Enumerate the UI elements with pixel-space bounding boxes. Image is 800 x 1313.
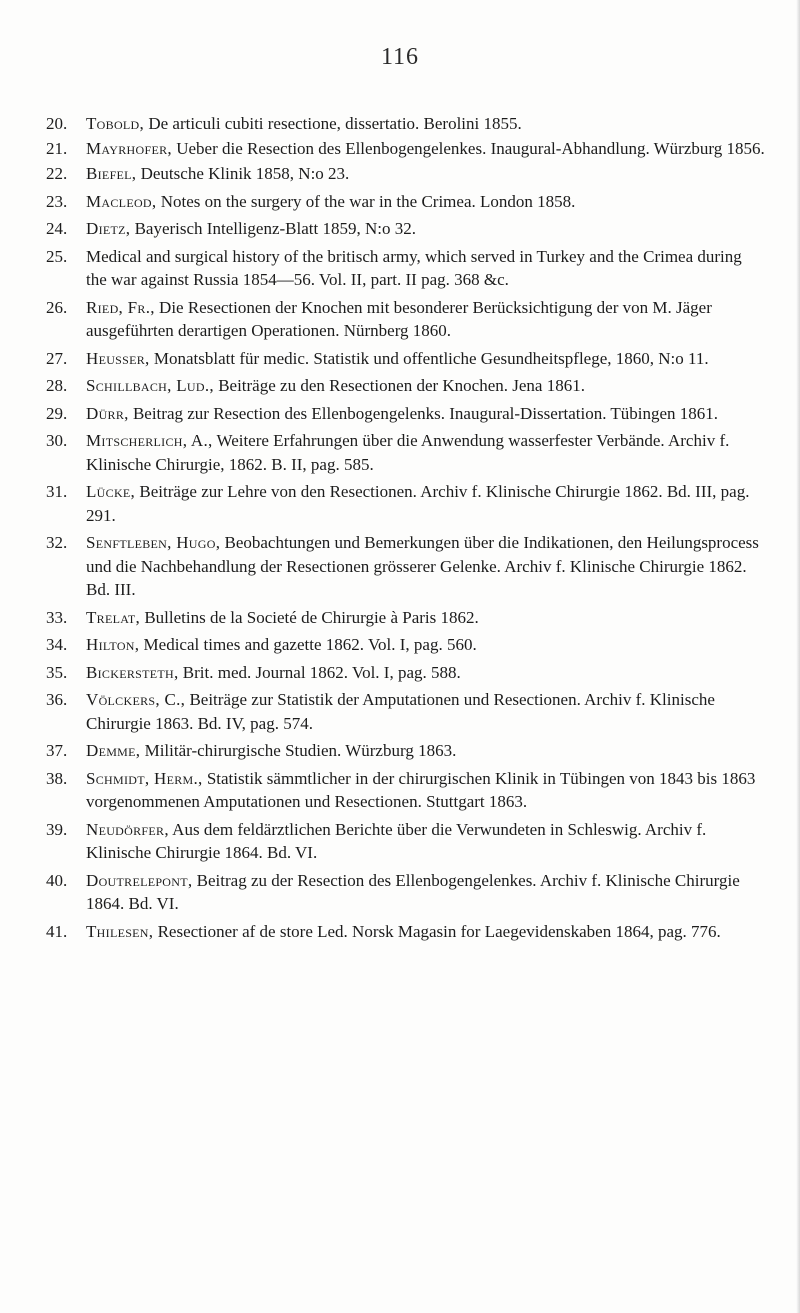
reference-author: Bickersteth, [86,662,179,682]
reference-author: Heusser, [86,348,150,368]
reference-text: Medical and surgical history of the britisch army, which served in Turkey and the Crimea during the war against Russia 1854—56. Vol. II, part. II pag. 368 &c. [86,246,742,289]
reference-number: 38. [46,768,68,788]
reference-number: 36. [46,690,68,709]
reference-entry [46,245,766,292]
reference-number: 25. [46,246,68,266]
reference-text: Beitrag zur Resection des Ellenbogengelenks. Inaugural-Dissertation. Tübingen 1861. [128,403,719,423]
reference-number: 39. [46,819,68,839]
reference-author: Lücke, [86,482,136,501]
reference-number: 26. [46,297,68,317]
reference-number: 23. [46,191,68,211]
reference-author: Biefel, [86,164,137,183]
reference-number: 22. [46,164,68,183]
reference-text: Notes on the surgery of the war in the Crimea. London 1858. [156,191,576,211]
reference-text: Ueber die Resection des Ellenbogengelenkes. Inaugural-Abhandlung. Würzburg 1856. [171,139,765,158]
reference-author: Thilesen, [86,921,154,941]
reference-author: Schmidt, Herm., [86,768,203,788]
reference-author: Mitscherlich, A., [86,431,213,450]
reference-author: Macleod, [86,191,157,211]
reference-number: 40. [46,870,68,890]
reference-entry [46,818,766,865]
reference-entry [46,688,766,735]
reference-number: 30. [46,431,68,450]
reference-author: Dürr, [86,403,129,423]
reference-number: 37. [46,741,68,760]
reference-number: 32. [46,533,68,552]
reference-author: Mayrhofer, [86,139,172,158]
reference-author: Tobold, [86,114,145,133]
reference-text: Beitrag zu der Resection des Ellenbogengelenkes. Archiv f. Klinische Chirurgie 1864. Bd. VI. [86,870,740,913]
reference-entry [46,920,766,944]
reference-text: Deutsche Klinik 1858, N:o 23. [136,164,350,183]
reference-text: Medical times and gazette 1862. Vol. I, pag. 560. [139,635,477,654]
reference-text: Bayerisch Intelligenz-Blatt 1859, N:o 32. [130,219,416,238]
reference-entry [46,347,766,371]
reference-text: Statistik sämmtlicher in der chirurgischen Klinik in Tübingen von 1843 bis 1863 vorgenommenen Amputationen und Resectionen. Stuttgart 1863. [86,768,756,811]
reference-entry [46,374,766,398]
reference-entry [46,661,766,685]
reference-text: Die Resectionen der Knochen mit besonderer Berücksichtigung der von M. Jäger ausgeführten derartigen Operationen. Nürnberg 1860. [86,297,712,340]
reference-text: De articuli cubiti resectione, dissertatio. Berolini 1855. [144,114,522,133]
reference-entry [46,606,766,630]
reference-entry [46,633,766,657]
reference-text: Weitere Erfahrungen über die Anwendung wasserfester Verbände. Archiv f. Klinische Chirurgie, 1862. B. II, pag. 585. [86,431,730,474]
reference-entry [46,112,766,136]
reference-number: 21. [46,139,68,158]
reference-author: Trelat, [86,607,141,627]
reference-entry [46,531,766,602]
reference-entry [46,429,766,476]
reference-text: Resectioner af de store Led. Norsk Magasin for Laegevidenskaben 1864, pag. 776. [153,921,721,941]
reference-number: 41. [46,921,68,941]
reference-list [46,112,766,945]
reference-author: Schillbach, Lud., [86,376,214,395]
page-number: 116 [380,44,420,70]
reference-number: 29. [46,403,68,423]
reference-text: Beiträge zu den Resectionen der Knochen. Jena 1861. [213,376,585,395]
reference-entry [46,162,766,186]
reference-number: 35. [46,662,68,682]
reference-number: 33. [46,607,68,627]
reference-number: 31. [46,482,68,501]
reference-entry [46,217,766,241]
reference-author: Neudörfer, [86,819,169,839]
reference-entry [46,137,766,161]
reference-entry [46,739,766,763]
reference-entry [46,402,766,426]
reference-text: Brit. med. Journal 1862. Vol. I, pag. 588. [178,662,461,682]
reference-number: 24. [46,219,68,238]
reference-number: 28. [46,376,68,395]
reference-entry [46,869,766,916]
reference-text: Beobachtungen und Bemerkungen über die Indikationen, den Heilungsprocess und die Nachbehandlung der Resectionen grösserer Gelenke. Archiv f. Klinische Chirurgie 1862. Bd. III. [86,533,759,599]
reference-text: Beiträge zur Statistik der Amputationen und Resectionen. Archiv f. Klinische Chirurgie 1863. Bd. IV, pag. 574. [86,690,715,733]
reference-number: 34. [46,635,68,654]
reference-author: Demme, [86,741,141,760]
reference-author: Senftleben, Hugo, [86,533,221,552]
page-edge-shadow [796,0,800,1313]
reference-entry [46,767,766,814]
reference-text: Beiträge zur Lehre von den Resectionen. Archiv f. Klinische Chirurgie 1862. Bd. III, pag. 291. [86,482,750,525]
reference-text: Monatsblatt für medic. Statistik und offentliche Gesundheitspflege, 1860, N:o 11. [149,348,709,368]
reference-author: Dietz, [86,219,131,238]
reference-number: 20. [46,114,68,133]
reference-text: Aus dem feldärztlichen Berichte über die Verwundeten in Schleswig. Archiv f. Klinische Chirurgie 1864. Bd. VI. [86,819,707,862]
reference-text: Bulletins de la Societé de Chirurgie à Paris 1862. [140,607,479,627]
reference-entry [46,480,766,527]
reference-author: Ried, Fr., [86,297,155,317]
reference-text: Militär-chirurgische Studien. Würzburg 1863. [140,741,457,760]
reference-author: Hilton, [86,635,140,654]
reference-entry [46,296,766,343]
reference-author: Doutrelepont, [86,870,193,890]
reference-entry [46,190,766,214]
reference-author: Völckers, C., [86,690,186,709]
reference-number: 27. [46,348,68,368]
